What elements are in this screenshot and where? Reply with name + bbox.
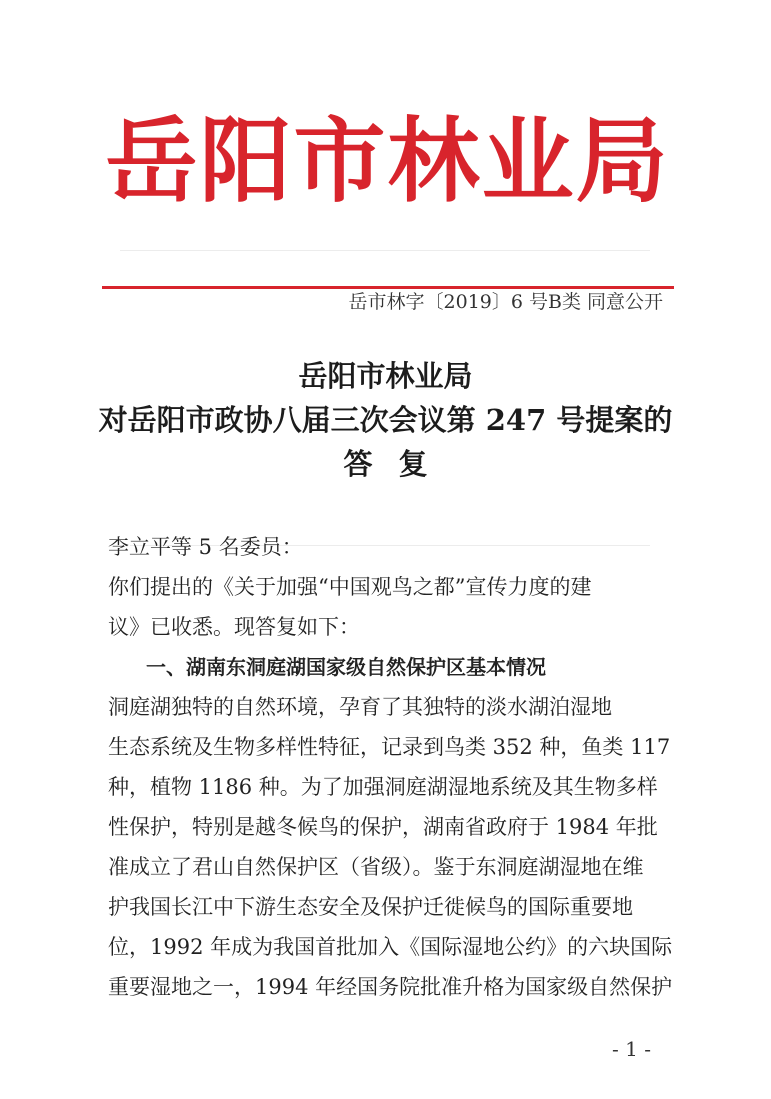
paragraph-line: 准成立了君山自然保护区（省级）。鉴于东洞庭湖湿地在维 (108, 855, 644, 879)
title-line-1: 岳阳市林业局 (298, 359, 473, 393)
title-line-3: 答复 (343, 447, 454, 481)
section-heading: 一、湖南东洞庭湖国家级自然保护区基本情况 (146, 655, 546, 679)
paragraph-line: 护我国长江中下游生态安全及保护迁徙候鸟的国际重要地 (108, 895, 633, 919)
paragraph-line: 位，1992 年成为我国首批加入《国际湿地公约》的六块国际 (108, 935, 673, 959)
title-line-2: 对岳阳市政协八届三次会议第 247 号提案的 (98, 403, 673, 437)
document-number: 岳市林字〔2019〕6 号B类 同意公开 (348, 291, 663, 313)
page-number: - 1 - (612, 1037, 651, 1061)
paragraph-line: 重要湿地之一，1994 年经国务院批准升格为国家级自然保护 (108, 975, 673, 999)
masthead-title: 岳阳市林业局 (105, 108, 670, 215)
paragraph-line: 性保护，特别是越冬候鸟的保护，湖南省政府于 1984 年批 (108, 815, 658, 839)
paragraph-line: 生态系统及生物多样性特征，记录到鸟类 352 种，鱼类 117 (108, 735, 671, 759)
intro-line: 议》已收悉。现答复如下： (108, 615, 360, 639)
intro-line: 你们提出的《关于加强“中国观鸟之都”宣传力度的建 (108, 575, 592, 599)
paragraph-line: 种，植物 1186 种。为了加强洞庭湖湿地系统及其生物多样 (108, 775, 658, 799)
paragraph-line: 洞庭湖独特的自然环境，孕育了其独特的淡水湖泊湿地 (108, 695, 612, 719)
scan-artifact-line (120, 250, 650, 251)
salutation: 李立平等 5 名委员： (108, 535, 303, 559)
